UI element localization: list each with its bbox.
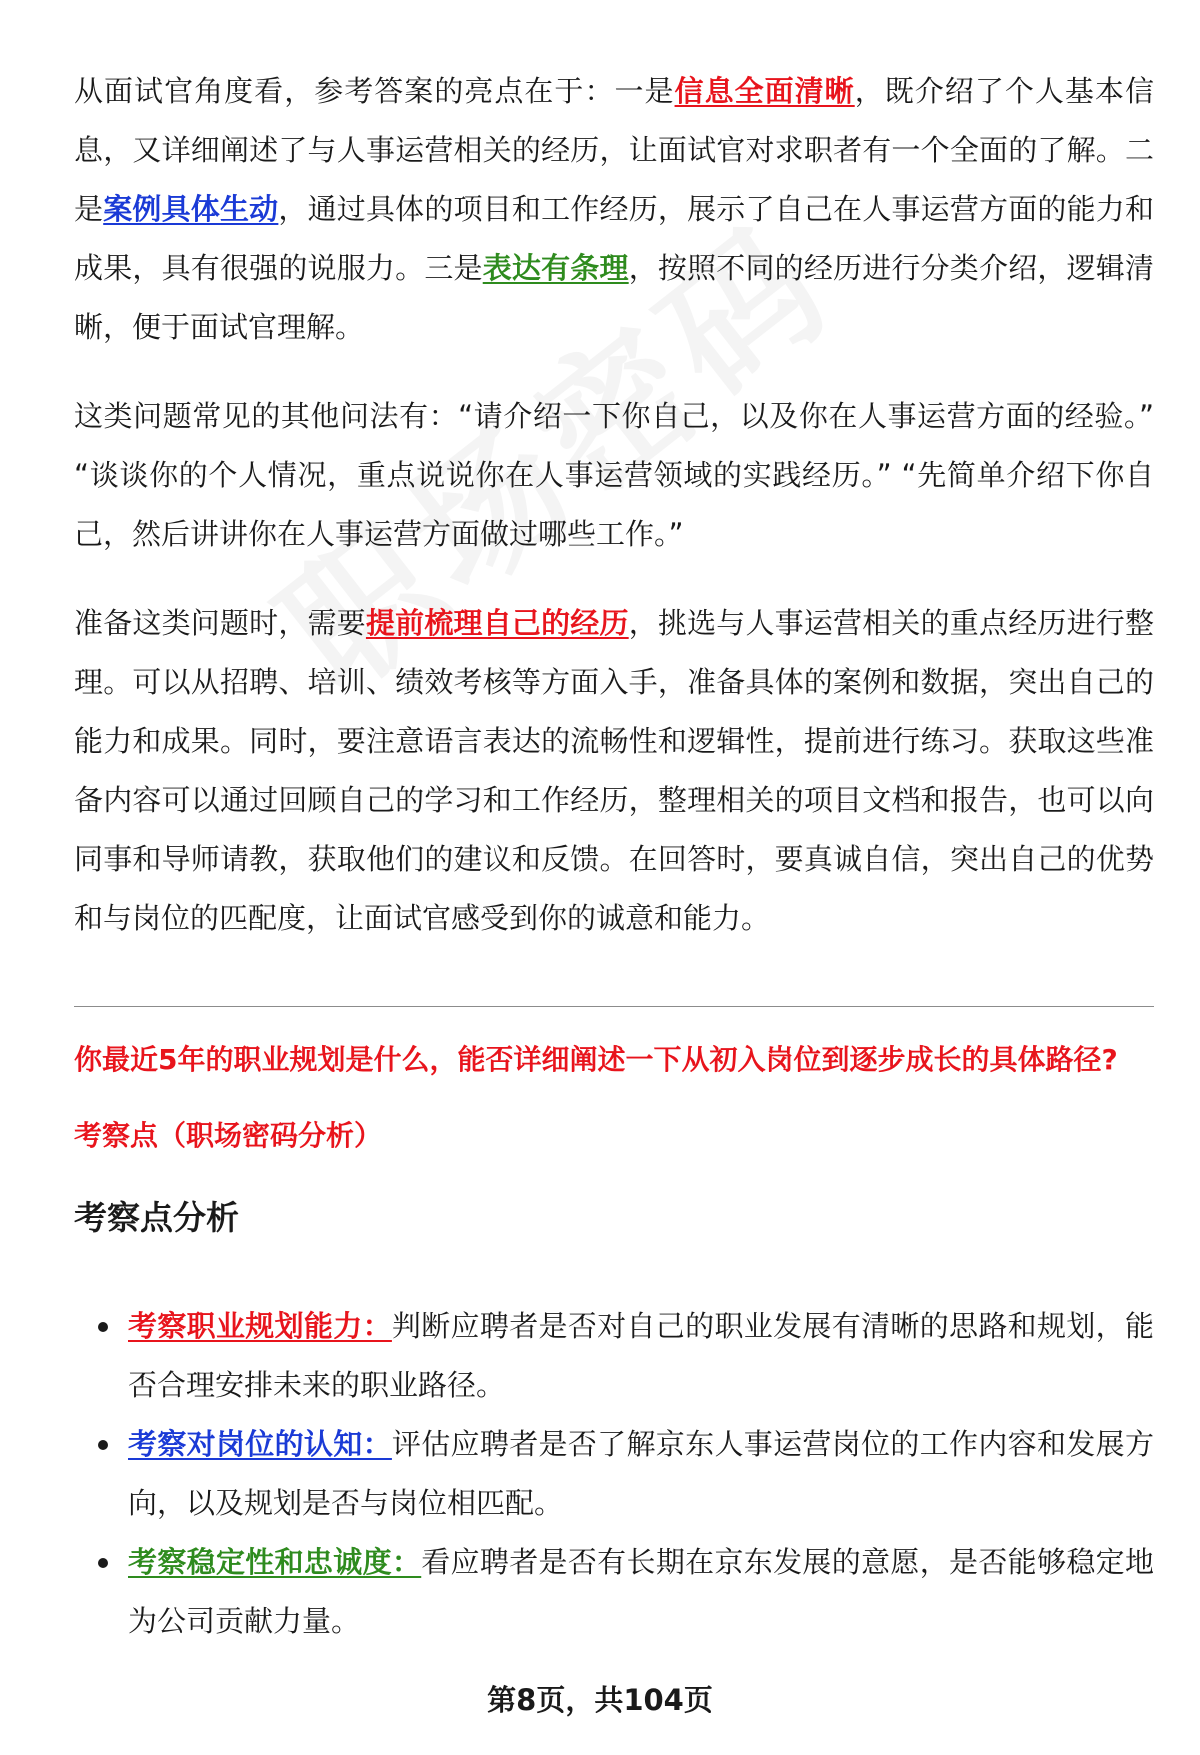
bullet-item — [74, 1297, 1154, 1415]
bullet-text: 评估应聘者是否了解京东人事运营岗位的工作内容和发展方向，以及规划是否与岗位相匹配。 — [128, 1427, 1154, 1520]
analysis-heading: 考察点分析 — [74, 1198, 239, 1237]
text-run: ，挑选与人事运营相关的重点经历进行整理。可以从招聘、培训、绩效考核等方面入手，准备具体的案例和数据，突出自己的能力和成果。同时，要注意语言表达的流畅性和逻辑性，提前进行练习。获取这些准备内容可以通过回顾自己的学习和工作经历，整理相关的项目文档和报告，也可以向同事和导师请教，获取他们的建议和反馈。在回答时，要真诚自信，突出自己的优势和与岗位的匹配度，让面试官感受到你的诚意和能力。 — [74, 606, 1154, 935]
bullet-text: 看应聘者是否有长期在京东发展的意愿，是否能够稳定地为公司贡献力量。 — [128, 1545, 1154, 1638]
section-divider — [74, 1006, 1154, 1007]
highlight-phrase: 案例具体生动 — [103, 192, 279, 226]
text-run: ，既介绍了个人基本信息，又详细阐述了与人事运营相关的经历，让面试官对求职者有一个全面的了解。二是 — [74, 74, 1154, 226]
interview-question: 你最近5年的职业规划是什么，能否详细阐述一下从初入岗位到逐步成长的具体路径? — [74, 1043, 1118, 1076]
bullet-dot-icon — [98, 1322, 108, 1332]
bullet-dot-icon — [98, 1440, 108, 1450]
paragraph-highlights — [74, 62, 1154, 357]
bullet-dot-icon — [98, 1558, 108, 1568]
bullet-label: 考察稳定性和忠诚度： — [128, 1545, 422, 1579]
bullet-text: 判断应聘者是否对自己的职业发展有清晰的思路和规划，能否合理安排未来的职业路径。 — [128, 1309, 1154, 1402]
highlight-phrase: 提前梳理自己的经历 — [365, 606, 629, 640]
page-number-footer: 第8页，共104页 — [487, 1683, 713, 1717]
document-page — [74, 62, 1154, 1651]
paragraph-preparation — [74, 594, 1154, 948]
text-run: 从面试官角度看，参考答案的亮点在于：一是 — [74, 74, 675, 108]
highlight-phrase: 信息全面清晰 — [674, 74, 855, 108]
bullet-item — [74, 1415, 1154, 1533]
bullet-label: 考察职业规划能力： — [128, 1309, 392, 1343]
highlight-phrase: 表达有条理 — [482, 251, 629, 285]
text-run: 准备这类问题时，需要 — [74, 606, 366, 640]
text-run: ，通过具体的项目和工作经历，展示了自己在人事运营方面的能力和成果，具有很强的说服力。三是 — [74, 192, 1154, 285]
analysis-bullet-list — [74, 1297, 1154, 1651]
bullet-label: 考察对岗位的认知： — [128, 1427, 392, 1461]
paragraph-alternative-questions: 这类问题常见的其他问法有：“请介绍一下你自己，以及你在人事运营方面的经验。” “谈谈你的个人情况，重点说说你在人事运营领域的实践经历。” “先简单介绍下你自己，然后讲讲你在人事运营方面做过哪些工作。” — [74, 399, 1154, 551]
text-run: ，按照不同的经历进行分类介绍，逻辑清晰，便于面试官理解。 — [74, 251, 1154, 344]
bullet-item — [74, 1533, 1154, 1651]
analysis-subtitle: 考察点（职场密码分析） — [74, 1119, 383, 1152]
